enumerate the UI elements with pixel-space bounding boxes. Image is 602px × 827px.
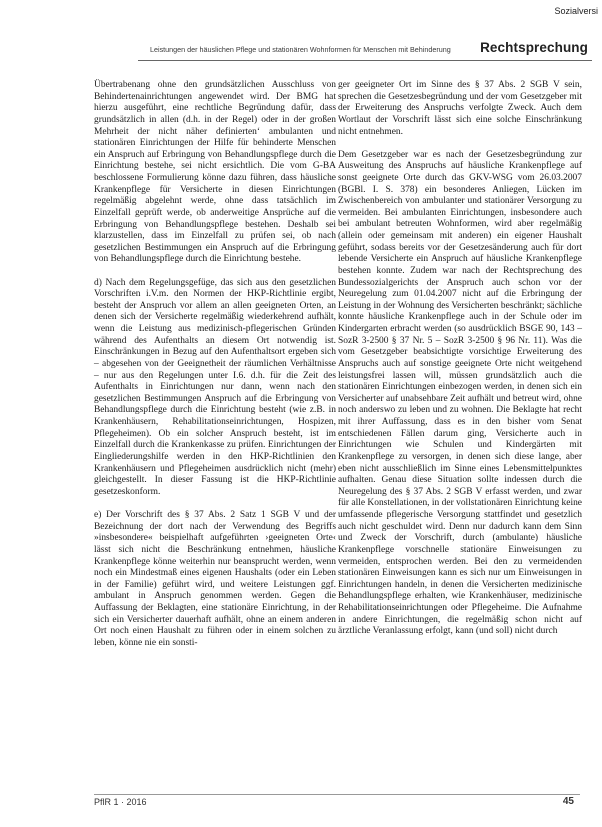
header-divider — [138, 60, 592, 61]
paragraph: d) Nach dem Regelungsgefüge, das sich aus den gesetzlichen Vorschriften i.V.m. den Normen der HKP-Richtlinie ergibt, besteht der Anspruch vor allem an allen geeigneten Orten, an denen sich der Versicherte regelmäßig wiederkehrend aufhält, wenn die Leistung aus medizinisch-pflegerischen Gründen während des Aufenthalts an diesem Ort notwendig ist. Einschränkungen in Bezug auf den Aufenthaltsort ergeben sich – abgesehen von der Geeignetheit der räumlichen Verhältnisse – nur aus den Regelungen unter I.6. d.h. für die Zeit des Aufenthalts in Einrichtungen nur dann, wenn nach den gesetzlichen Bestimmungen Anspruch auf die Erbringung von Behandlungspflege durch die Einrichtung besteht (wie z.B. in Krankenhäusern, Rehabilitationseinrichtungen, Hospizen, Pflegeheimen). Ob ein solcher Anspruch besteht, ist im Einzelfall durch die Krankenkasse zu prüfen. Einrichtungen der Eingliederungshilfe werden in den HKP-Richtlinien den Krankenhäusern und Pflegeheimen ausdrücklich nicht (mehr) gleichgestellt. In dieser Fassung ist die HKP-Richtlinie gesetzeskonform. — [94, 277, 336, 497]
page-footer — [94, 797, 574, 811]
section-title: Rechtsprechung — [480, 40, 588, 55]
running-head-subtitle: Leistungen der häuslichen Pflege und stationären Wohnformen für Menschen mit Behinderung — [150, 45, 451, 54]
paragraph: e) Der Vorschrift des § 37 Abs. 2 Satz 1 SGB V und der Bezeichnung der dort nach der Verwendung des Begriffs »insbesondere« beispielhaft aufgeführten ›geeigneten Orte‹ lässt sich nicht die Beschränkung entnehmen, häusliche Krankenpflege könne weiterhin nur beansprucht werden, wenn noch ein Mindestmaß eines eigenen Haushalts (oder ein Leben in der Familie) geführt wird, und weitere Leistungen ggf. ambulant in Anspruch genommen werden. Gegen die Auffassung der Beklagten, eine stationäre Einrichtung, in der sich ein Versicherter dauerhaft aufhält, ohne an einem anderen Ort noch einen Haushalt zu führen oder in einem solchen zu leben, könne nie ein sonsti- — [94, 510, 336, 648]
paragraph: Dem Gesetzgeber war es nach der Gesetzesbegründung zur Ausweitung des Anspruchs auf häusliche Krankenpflege auf sonst geeignete Orte durch das GKV-WSG vom 26.03.2007 (BGBl. I. S. 378) ein besonderes Anliegen, Lücken im Zwischenbereich von ambulanter und stationärer Versorgung zu vermeiden. Bei ambulanten Einrichtungen, insbesondere auch bei ambulant betreuten Wohnformen, wird aber regelmäßig (allein oder gemeinsam mit anderen) ein eigener Haushalt geführt, sodass bereits vor der Gesetzesänderung auch für dort lebende Versicherte ein Anspruch auf häusliche Krankenpflege bestehen konnte. Zudem war nach der Rechtsprechung des Bundessozialgerichts der Anspruch auch schon vor der Neuregelung zum 01.04.2007 nicht auf die Erbringung der Leistung in der Wohnung des Versicherten beschränkt; sächliche konnte häusliche Krankenpflege auch in der Schule oder im Kindergarten erbracht werden (so ausdrücklich BSGE 90, 143 – SozR 3-2500 § 37 Nr. 5 – SozR 3-2500 § 96 Nr. 11). Was die vom Gesetzgeber beabsichtigte vorsichtige Erweiterung des Anspruchs auch auf sonstige geeignete Orte nicht weitgehend leistungsfrei lassen will, müssen grundsätzlich auch die stationären Einrichtungen einbezogen werden, in denen sich ein Versicherter auf unabsehbare Zeit aufhält und betreut wird, ohne noch anderswo zu leben und zu wohnen. Die Beklagte hat recht mit ihrer Auffassung, dass es in den bisher vom Senat entschiedenen Fällen darum ging, Versicherte auch in Einrichtungen wie Schulen und Kindergärten mit Krankenpflege zu versorgen, in denen sich diese lange, aber eben nicht ausschließlich im Sinne eines Lebensmittelpunktes aufhalten. Genau diese Situation sollte indessen durch die Neuregelung des § 37 Abs. 2 SGB V erfasst werden, und zwar für alle Konstellationen, in der vollstationären Einrichtung keine umfassende pflegerische Versorgung stattfindet und gesetzlich auch nicht geschuldet wird. Denn nur dadurch kann dem Sinn und Zweck der Vorschrift, durch (ambulante) häusliche Krankenpflege vorschnelle stationäre Einweisungen zu vermeiden, entsprochen werden. Bei den zu vermeidenden stationären Einweisungen kann es sich nur um Einweisungen in Einrichtungen handeln, in denen die Versicherten medizinische Behandlungspflege erhalten, wie Krankenhäuser, medizinische Rehabilitationseinrichtungen oder Pflegeheime. Die Aufnahme in andere Einrichtungen, die regelmäßig schon nicht auf ärztliche Veranlassung erfolgt, kann (und soll) nicht durch — [338, 149, 582, 637]
paragraph: ger geeigneter Ort im Sinne des § 37 Abs. 2 SGB V sein, sprechen die Gesetzesbegründung und der vom Gesetzgeber mit der Erweiterung des Anspruchs verfolgte Zweck. Auch dem Wortlaut der Vorschrift lässt sich eine solche Einschränkung nicht entnehmen. — [338, 80, 582, 137]
paragraph: Übertrabenang ohne den grundsätzlichen Ausschluss von Behindertenainrichtungen angewendet wird. Der BMG hat hierzu ausgeführt, eine rechtliche Begründung dafür, dass grundsätzlich in allen (d.h. in der Regel) oder in der großen Mehrheit der nicht näher definierten‘ ambulanten und stationären Einrichtungen der Hilfe für behinderte Menschen ein Anspruch auf Erbringung von Behandlungspflege durch die Einrichtung bestehe, sei nicht ersichtlich. Die vom G-BA beschlossene Formulierung könne dazu führen, dass häusliche Krankenpflege für Versicherte in diesen Einrichtungen regelmäßig abgelehnt werde, ohne dass tatsächlich im Einzelfall geprüft werde, ob anderweitige Ansprüche auf die Erbringung von Behandlungspflege bestehen. Deshalb sei klarzustellen, dass im Einzelfall zu prüfen sei, ob nach gesetzlichen Bestimmungen ein Anspruch auf die Erbringung von Behandlungspflege durch die Einrichtung bestehe. — [94, 80, 336, 265]
page-number: 45 — [562, 796, 574, 807]
footer-divider — [94, 794, 580, 795]
text-column-left — [94, 80, 336, 650]
category-label: Sozialversi — [554, 6, 598, 16]
text-column-right — [338, 80, 582, 638]
journal-issue: PflR 1 · 2016 — [94, 797, 147, 807]
